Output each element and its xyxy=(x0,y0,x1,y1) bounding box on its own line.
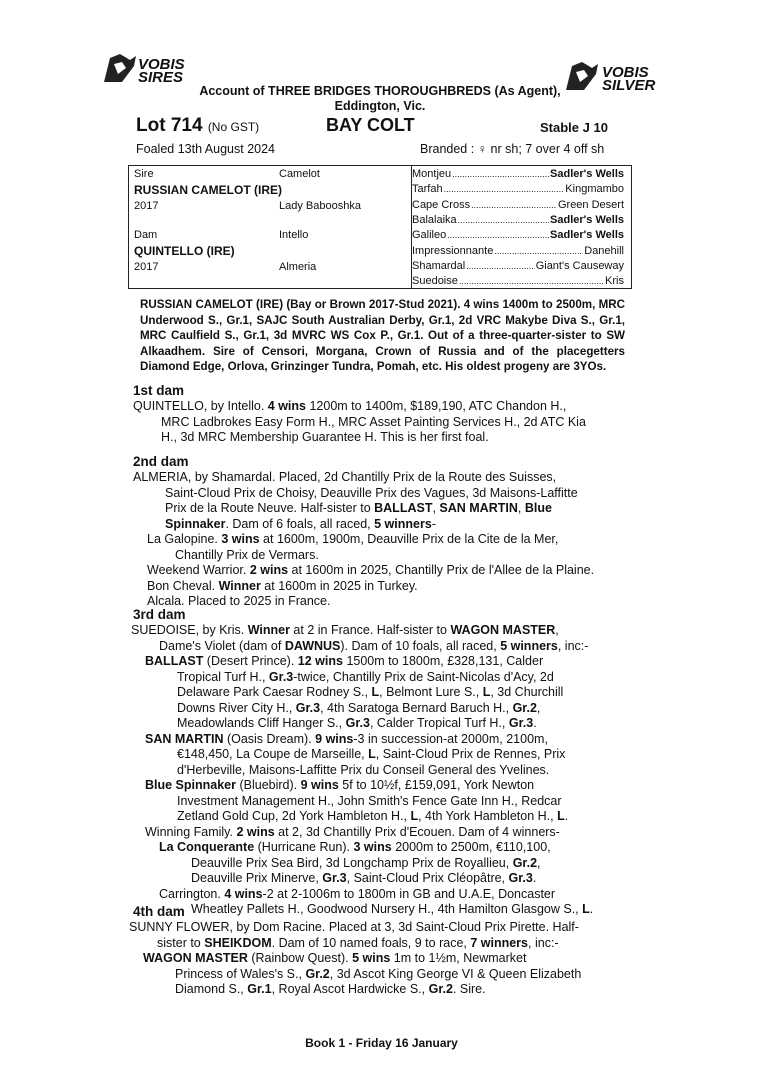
ancestor-name: Shamardal xyxy=(412,260,466,272)
ancestor-row xyxy=(412,183,624,195)
ancestor-row xyxy=(412,168,624,180)
ancestor-row xyxy=(412,245,624,257)
ancestor-name: Impressionnante xyxy=(412,245,494,257)
dam-name: QUINTELLO (IRE) xyxy=(134,244,235,258)
horse-head-icon xyxy=(100,52,140,86)
ancestor-row xyxy=(412,199,624,211)
consignor xyxy=(180,84,580,114)
ancestor-row xyxy=(412,229,624,241)
ancestor-row xyxy=(412,275,624,287)
dam-2-entry: ALMERIA, by Shamardal. Placed, 2d Chantilly Prix de la Route des Suisses, Saint-Cloud Prix de Choisy, Deauville Prix des Vagues, 3d Maisons-Laffitte Prix de la Route Neuve. Half-sister to BALLAST, SAN MARTIN, Blue Spinnaker. Dam of 6 foals, all raced, 5 winners- La Galopine. 3 wins at 1600m, 1900m, Deauville Prix de la Cite de la Mer, Chantilly Prix de Vermars. Weekend Warrior. 2 wins at 1600m in 2025, Chantilly Prix de l'Allee de la Plaine. Bon Cheval. Winner at 1600m in 2025 in Turkey. Alcala. Placed to 2025 in France. xyxy=(133,470,595,608)
logo-right-text: VOBIS SILVER xyxy=(602,64,656,94)
foaled-date: Foaled 13th August 2024 xyxy=(136,142,276,156)
sire-name: RUSSIAN CAMELOT (IRE) xyxy=(134,183,282,197)
section-3rd-dam: 3rd dam xyxy=(133,607,186,622)
ancestor-name: Galileo xyxy=(412,229,447,241)
lot-note: (No GST) xyxy=(207,120,260,134)
consignor-line-1: Account of THREE BRIDGES THOROUGHBREDS (As Agent), xyxy=(199,84,561,98)
ancestor-sire: Giant's Causeway xyxy=(535,260,624,272)
lot-number xyxy=(136,115,259,137)
ancestor-name: Cape Cross xyxy=(412,199,471,211)
ancestor-name: Balalaika xyxy=(412,214,457,226)
ancestor-sire: Kingmambo xyxy=(565,183,624,195)
dam-dam: Almeria xyxy=(279,261,317,273)
ancestor-sire: Danehill xyxy=(584,245,624,257)
lot-sex: BAY COLT xyxy=(326,115,415,135)
vobis-sires-logo xyxy=(100,52,200,86)
sire-label: Sire xyxy=(134,168,154,180)
dam-3-entry: SUEDOISE, by Kris. Winner at 2 in France. Half-sister to WAGON MASTER, Dame's Violet (dam of DAWNUS). Dam of 10 foals, all raced, 5 winners, inc:- BALLAST (Desert Prince). 12 wins 1500m to 1800m, £328,131, Calder Tropical Turf H., Gr.3-twice, Chantilly Prix de Saint-Nicolas d'Acy, 2d Delaware Park Caesar Rodney S., L, Belmont Lure S., L, 3d Churchill Downs River City H., Gr.3, 4th Saratoga Bernard Baruch H., Gr.2, Meadowlands Cliff Hanger S., Gr.3, Calder Tropical Turf H., Gr.3. SAN MARTIN (Oasis Dream). 9 wins-3 in succession-at 2000m, 2100m, €148,450, La Coupe de Marseille, L, Saint-Cloud Prix de Rennes, Prix d'Herbeville, Maisons-Laffitte Prix du Conseil General des Yvelines. Blue Spinnaker (Bluebird). 9 wins 5f to 10½f, £159,091, York Newton Investment Management H., John Smith's Fence Gate Inn H., Redcar Zetland Gold Cup, 2d York Hambleton H., L, 4th York Hambleton H., L. Winning Family. 2 wins at 2, 3d Chantilly Prix d'Ecouen. Dam of 4 winners- La Conquerante (Hurricane Run). 3 wins 2000m to 2500m, €110,100, Deauville Prix Sea Bird, 3d Longchamp Prix de Royallieu, Gr.2, Deauville Prix Minerve, Gr.3, Saint-Cloud Prix Cléopâtre, Gr.3. Carrington. 4 wins-2 at 2-1006m to 1800m in GB and U.A.E, Doncaster Wheatley Pallets H., Goodwood Nursery H., 4th Hamilton Glasgow S., L. xyxy=(131,623,594,916)
dam-year: 2017 xyxy=(134,261,159,273)
logo-left-text: VOBIS SIRES xyxy=(138,56,185,86)
dam-sire: Intello xyxy=(279,229,309,241)
ancestor-row xyxy=(412,214,624,226)
dam-4-entry: SUNNY FLOWER, by Dom Racine. Placed at 3, 3d Saint-Cloud Prix Pirette. Half- sister to SHEIKDOM. Dam of 10 named foals, 9 to race, 7 winners, inc:- WAGON MASTER (Rainbow Quest). 5 wins 1m to 1½m, Newmarket Princess of Wales's S., Gr.2, 3d Ascot King George VI & Queen Elizabeth Diamond S., Gr.1, Royal Ascot Hardwicke S., Gr.2. Sire. xyxy=(129,920,582,996)
stable: Stable J 10 xyxy=(540,120,608,135)
dam-label: Dam xyxy=(134,229,158,241)
section-1st-dam: 1st dam xyxy=(133,383,185,398)
ancestor-sire: Sadler's Wells xyxy=(550,168,624,180)
sire-year: 2017 xyxy=(134,200,159,212)
ancestor-sire: Sadler's Wells xyxy=(550,229,624,241)
ancestor-sire: Green Desert xyxy=(557,199,624,211)
ancestor-sire: Kris xyxy=(605,275,624,287)
section-4th-dam: 4th dam xyxy=(133,904,185,919)
consignor-line-2: Eddington, Vic. xyxy=(334,99,426,113)
lot-label: Lot 714 xyxy=(136,115,203,136)
ancestor-name: Tarfah xyxy=(412,183,443,195)
sire-sire: Camelot xyxy=(279,168,320,180)
branded: Branded : ♀ nr sh; 7 over 4 off sh xyxy=(420,142,605,156)
ancestor-name: Suedoise xyxy=(412,275,458,287)
sire-summary: RUSSIAN CAMELOT (IRE) (Bay or Brown 2017-Stud 2021). 4 wins 1400m to 2500m, MRC Underwood S., Gr.1, SAJC South Australian Derby, Gr.1, 2d VRC Makybe Diva S., Gr.1, MRC Caulfield S., Gr.1, 3d MVRC WS Cox P., Gr.1. Out of a three-quarter-sister to SW Alkaadhem. Sire of Censori, Morgana, Crown of Russia and of the placegetters Diamond Edge, Orlova, Grinzinger Tundra, Pomah, etc. His oldest progeny are 3YOs. xyxy=(140,298,625,373)
page-footer: Book 1 - Friday 16 January xyxy=(305,1036,458,1050)
ancestor-row xyxy=(412,260,624,272)
dam-1-entry: QUINTELLO, by Intello. 4 wins 1200m to 1400m, $189,190, ATC Chandon H., MRC Ladbrokes Easy Form H., MRC Asset Painting Services H., 2d ATC Kia H., 3d MRC Membership Guarantee H. This is her first foal. xyxy=(133,399,586,444)
ancestor-sire: Sadler's Wells xyxy=(550,214,624,226)
ancestor-name: Montjeu xyxy=(412,168,452,180)
sire-dam: Lady Babooshka xyxy=(279,200,361,212)
section-2nd-dam: 2nd dam xyxy=(133,454,189,469)
